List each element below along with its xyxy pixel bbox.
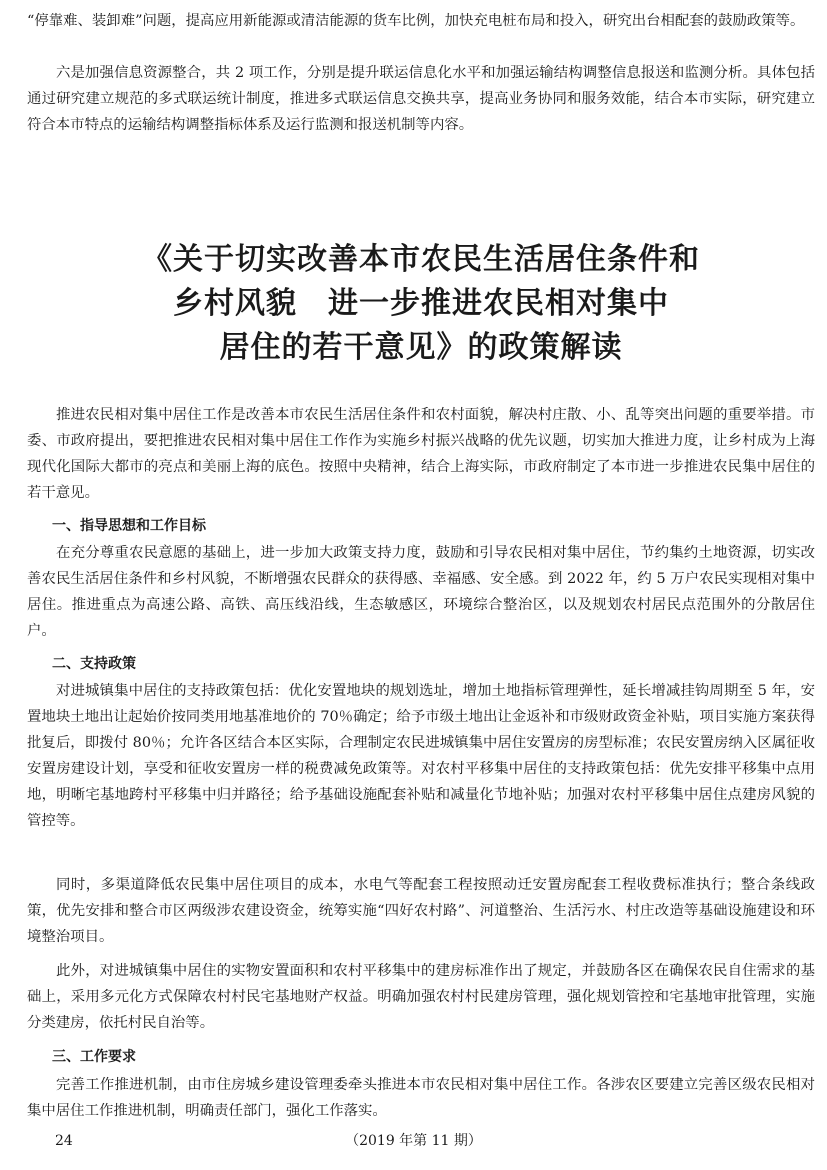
page-number: 24 xyxy=(55,1133,73,1149)
article-title-line-2: 乡村风貌 进一步推进农民相对集中 xyxy=(173,286,669,321)
issue-label: （2019 年第 11 期） xyxy=(345,1133,482,1149)
top-paragraph-continued: “停靠难、装卸难”问题，提高应用新能源或清洁能源的货车比例，加快充电桩布局和投入，研究出台相配套的鼓励政策等。 xyxy=(27,13,805,29)
section-2-paragraph-3: 此外，对进城镇集中居住的实物安置面积和农村平移集中的建房标准作出了规定，并鼓励各区在确保农民自住需求的基础上，采用多元化方式保障农村村民宅基地财产权益。明确加强农村村民建房管理，强化规划管控和宅基地审批管理，实施分类建房，依托村民自治等。 xyxy=(27,963,815,1031)
section-1-paragraph: 在充分尊重农民意愿的基础上，进一步加大政策支持力度，鼓励和引导农民相对集中居住，节约集约土地资源，切实改善农民生活居住条件和乡村风貌，不断增强农民群众的获得感、幸福感、安全感。到 2022 年，约 5 万户农民实现相对集中居住。推进重点为高速公路、高铁、高压线沿线，生态敏感区，环境综合整治区，以及规划农村居民点范围外的分散居住户。 xyxy=(27,545,815,639)
section-2-paragraph-2: 同时，多渠道降低农民集中居住项目的成本，水电气等配套工程按照动迁安置房配套工程收费标准执行；整合条线政策，优先安排和整合市区两级涉农建设资金，统筹实施“四好农村路”、河道整治、生活污水、村庄改造等基础设施建设和环境整治项目。 xyxy=(27,877,815,945)
top-paragraph-six: 六是加强信息资源整合，共 2 项工作，分别是提升联运信息化水平和加强运输结构调整信息报送和监测分析。具体包括通过研究建立规范的多式联运统计制度，推进多式联运信息交换共享，提高业务协同和服务效能，结合本市实际，研究建立符合本市特点的运输结构调整指标体系及运行监测和报送机制等内容。 xyxy=(27,65,815,133)
section-1-heading: 一、指导思想和工作目标 xyxy=(52,518,206,534)
section-3-heading: 三、工作要求 xyxy=(52,1049,136,1065)
section-3-paragraph: 完善工作推进机制，由市住房城乡建设管理委牵头推进本市农民相对集中居住工作。各涉农区要建立完善区级农民相对集中居住工作推进机制，明确责任部门，强化工作落实。 xyxy=(27,1077,815,1119)
article-title-line-3: 居住的若干意见》的政策解读 xyxy=(219,330,623,365)
section-2-heading: 二、支持政策 xyxy=(52,656,136,672)
article-title-line-1: 《关于切实改善本市农民生活居住条件和 xyxy=(142,242,700,277)
section-2-paragraph-1: 对进城镇集中居住的支持政策包括：优化安置地块的规划选址，增加土地指标管理弹性，延长增减挂钩周期至 5 年，安置地块土地出让起始价按同类用地基准地价的 70％确定；给予市级土地出让金返补和市级财政资金补贴，项目实施方案获得批复后，即拨付 80％；允许各区结合本区实际，合理制定农民进城镇集中居住安置房的房型标准；农民安置房纳入区属征收安置房建设计划，享受和征收安置房一样的税费减免政策等。对农村平移集中居住的支持政策包括：优先安排平移集中点用地，明晰宅基地跨村平移集中归并路径；给予基础设施配套补贴和减量化节地补贴；加强对农村平移集中居住点建房风貌的管控等。 xyxy=(27,683,815,829)
intro-paragraph: 推进农民相对集中居住工作是改善本市农民生活居住条件和农村面貌，解决村庄散、小、乱等突出问题的重要举措。市委、市政府提出，要把推进农民相对集中居住工作作为实施乡村振兴战略的优先议题，切实加大推进力度，让乡村成为上海现代化国际大都市的亮点和美丽上海的底色。按照中央精神，结合上海实际，市政府制定了本市进一步推进农民集中居住的若干意见。 xyxy=(27,407,815,501)
